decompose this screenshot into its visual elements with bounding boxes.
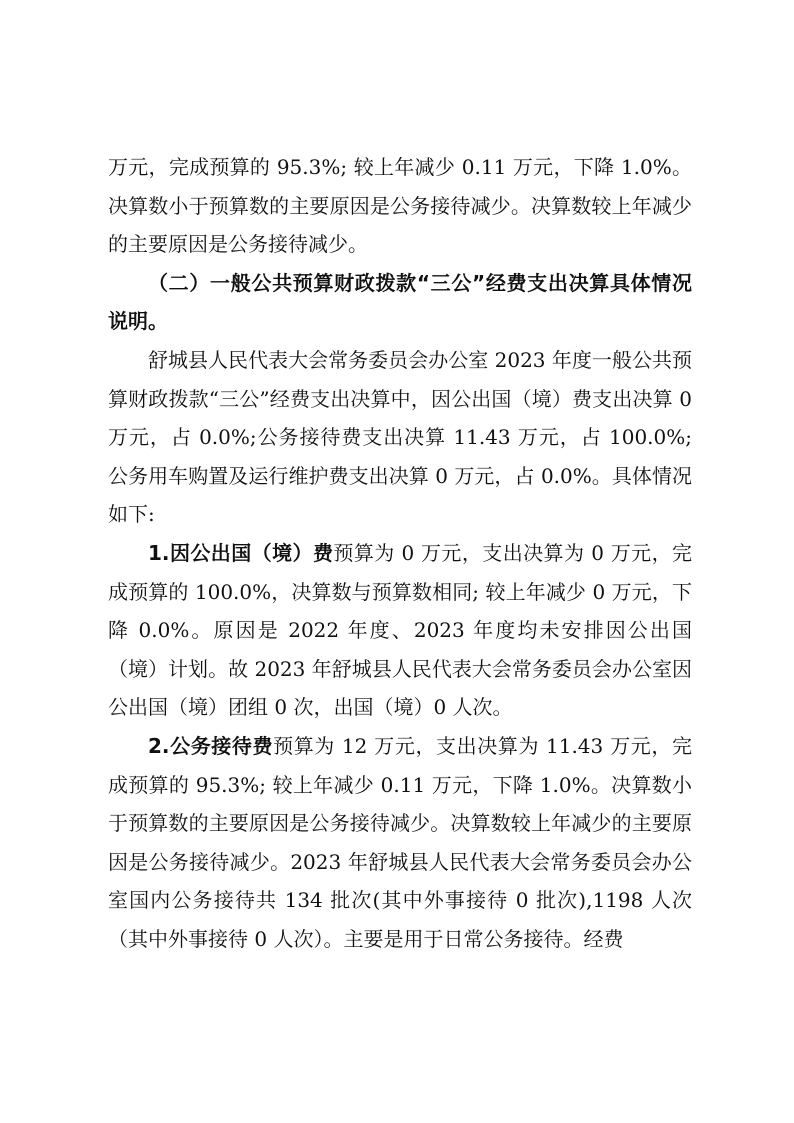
paragraph-body-overseas: 预算为 0 万元，支出决算为 0 万元，完成预算的 100.0%，决算数与预算数相同; 较上年减少 0 万元，下降 0.0%。原因是 2022 年度、2023 年度均未安排因公出国（境）计划。故 2023 年舒城县人民代表大会常务委员会办公室因公出国（境）团组 0 次，出国（境）0 人次。 [108,540,692,720]
paragraph-continuation: 万元，完成预算的 95.3%; 较上年减少 0.11 万元，下降 1.0%。决算数小于预算数的主要原因是公务接待减少。决算数较上年减少的主要原因是公务接待减少。 [108,155,692,257]
paragraph-official-reception [108,727,692,959]
document-body [108,148,692,958]
section-heading: （二）一般公共预算财政拨款“三公”经费支出决算具体情况说明。 [108,270,692,334]
paragraph-body-reception: 预算为 12 万元，支出决算为 11.43 万元，完成预算的 95.3%; 较上年减少 0.11 万元，下降 1.0%。决算数小于预算数的主要原因是公务接待减少。决算数较上年减少的主要原因是公务接待减少。2023 年舒城县人民代表大会常务委员会办公室国内公务接待共 134 批次(其中外事接待 0 批次),1198 人次（其中外事接待 0 人次）。主要是用于日常公务接待。经费 [108,733,693,951]
paragraph-lead-overseas: 1.因公出国（境）费 [148,540,334,565]
paragraph-summary: 舒城县人民代表大会常务委员会办公室 2023 年度一般公共预算财政拨款“三公”经费支出决算中，因公出国（境）费支出决算 0 万元，占 0.0%;公务接待费支出决算 11.43 万元，占 100.0%; 公务用车购置及运行维护费支出决算 0 万元，占 0.0%。具体情况如下: [108,347,692,527]
paragraph-lead-reception: 2.公务接待费 [148,733,274,758]
paragraph-overseas-travel [108,534,692,727]
